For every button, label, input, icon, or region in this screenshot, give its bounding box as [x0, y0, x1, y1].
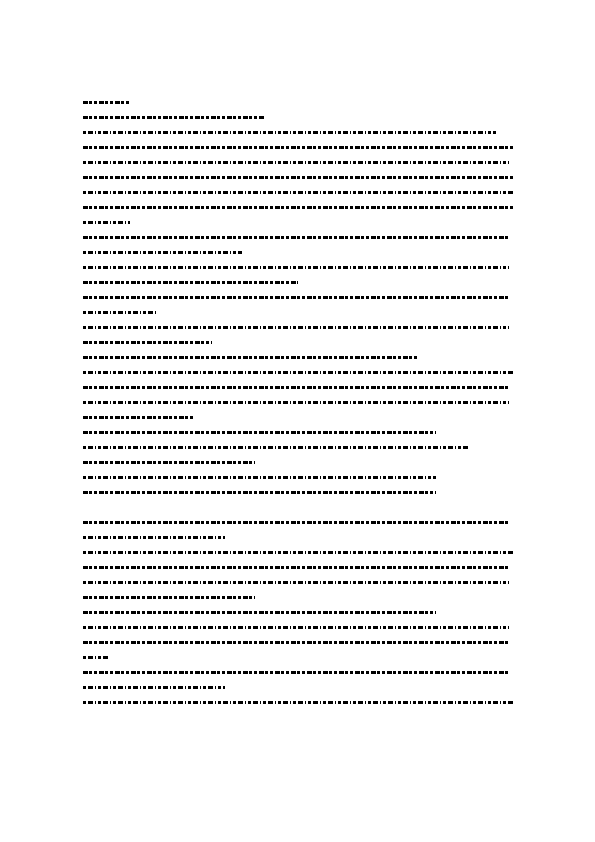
paragraph — [83, 110, 513, 125]
text-line — [83, 350, 513, 365]
text-line — [83, 575, 513, 590]
text-line-mark — [83, 326, 509, 329]
text-line-mark — [83, 551, 513, 554]
text-line — [83, 110, 513, 125]
text-line — [83, 515, 513, 530]
text-line-mark — [83, 191, 513, 194]
text-line-mark — [83, 146, 513, 149]
paragraph — [83, 515, 513, 545]
text-line-mark — [83, 431, 436, 434]
text-line-mark — [83, 611, 436, 614]
paragraph — [83, 620, 513, 665]
text-line — [83, 440, 513, 455]
text-line-mark — [83, 281, 298, 284]
paragraph — [83, 260, 513, 290]
text-line-mark — [83, 671, 509, 674]
text-line — [83, 605, 513, 620]
text-line — [83, 215, 513, 230]
text-line — [83, 275, 513, 290]
text-line — [83, 380, 513, 395]
text-line — [83, 260, 513, 275]
text-line — [83, 365, 513, 380]
text-line — [83, 125, 513, 140]
text-line-mark — [83, 626, 509, 629]
text-line — [83, 530, 513, 545]
paragraph — [83, 290, 513, 320]
text-line-mark — [83, 446, 470, 449]
text-line — [83, 230, 513, 245]
text-line-mark — [83, 701, 513, 704]
text-line-mark — [83, 521, 509, 524]
text-line — [83, 470, 513, 485]
text-line-mark — [83, 356, 418, 359]
paragraph — [83, 545, 513, 605]
text-line-mark — [83, 596, 255, 599]
text-line — [83, 290, 513, 305]
text-line — [83, 635, 513, 650]
text-line-mark — [83, 536, 225, 539]
paragraph — [83, 125, 513, 230]
text-line-mark — [83, 491, 436, 494]
text-line — [83, 305, 513, 320]
text-line — [83, 650, 513, 665]
text-line — [83, 560, 513, 575]
text-line — [83, 425, 513, 440]
text-line-mark — [83, 461, 255, 464]
text-line — [83, 185, 513, 200]
text-line — [83, 410, 513, 425]
text-line — [83, 200, 513, 215]
text-line — [83, 335, 513, 350]
text-line-mark — [83, 371, 513, 374]
text-line — [83, 665, 513, 680]
text-line-mark — [83, 416, 195, 419]
text-line — [83, 545, 513, 560]
text-line — [83, 485, 513, 500]
text-line — [83, 590, 513, 605]
paragraph — [83, 365, 513, 425]
text-line-mark — [83, 476, 436, 479]
paragraph-block-a — [83, 110, 513, 500]
text-line-mark — [83, 581, 509, 584]
text-line — [83, 155, 513, 170]
text-line — [83, 455, 513, 470]
text-line-mark — [83, 161, 509, 164]
text-line-mark — [83, 251, 242, 254]
text-line-mark — [83, 116, 264, 119]
paragraph — [83, 485, 513, 500]
section-gap — [83, 500, 513, 515]
paragraph — [83, 455, 513, 470]
text-line-mark — [83, 566, 509, 569]
text-line-mark — [83, 311, 156, 314]
paragraph — [83, 425, 513, 440]
document-body — [83, 95, 513, 710]
text-line-mark — [83, 401, 509, 404]
text-line-mark — [83, 296, 509, 299]
paragraph-block-b — [83, 515, 513, 710]
text-line — [83, 320, 513, 335]
text-line — [83, 620, 513, 635]
text-line-mark — [83, 386, 509, 389]
text-line-mark — [83, 176, 513, 179]
paragraph — [83, 350, 513, 365]
text-line — [83, 170, 513, 185]
text-line-mark — [83, 266, 509, 269]
text-line-mark — [83, 206, 513, 209]
text-line-mark — [83, 641, 509, 644]
text-line-mark — [83, 686, 225, 689]
paragraph — [83, 665, 513, 695]
text-line — [83, 245, 513, 260]
heading-text-mark — [83, 101, 129, 104]
paragraph — [83, 320, 513, 350]
paragraph — [83, 695, 513, 710]
text-line-mark — [83, 656, 109, 659]
text-line-mark — [83, 221, 130, 224]
text-line-mark — [83, 341, 212, 344]
text-line — [83, 140, 513, 155]
document-heading — [83, 95, 513, 110]
paragraph — [83, 440, 513, 455]
text-line — [83, 695, 513, 710]
text-line-mark — [83, 236, 509, 239]
paragraph — [83, 605, 513, 620]
paragraph — [83, 230, 513, 260]
text-line — [83, 680, 513, 695]
text-line-mark — [83, 131, 496, 134]
paragraph — [83, 470, 513, 485]
text-line — [83, 395, 513, 410]
